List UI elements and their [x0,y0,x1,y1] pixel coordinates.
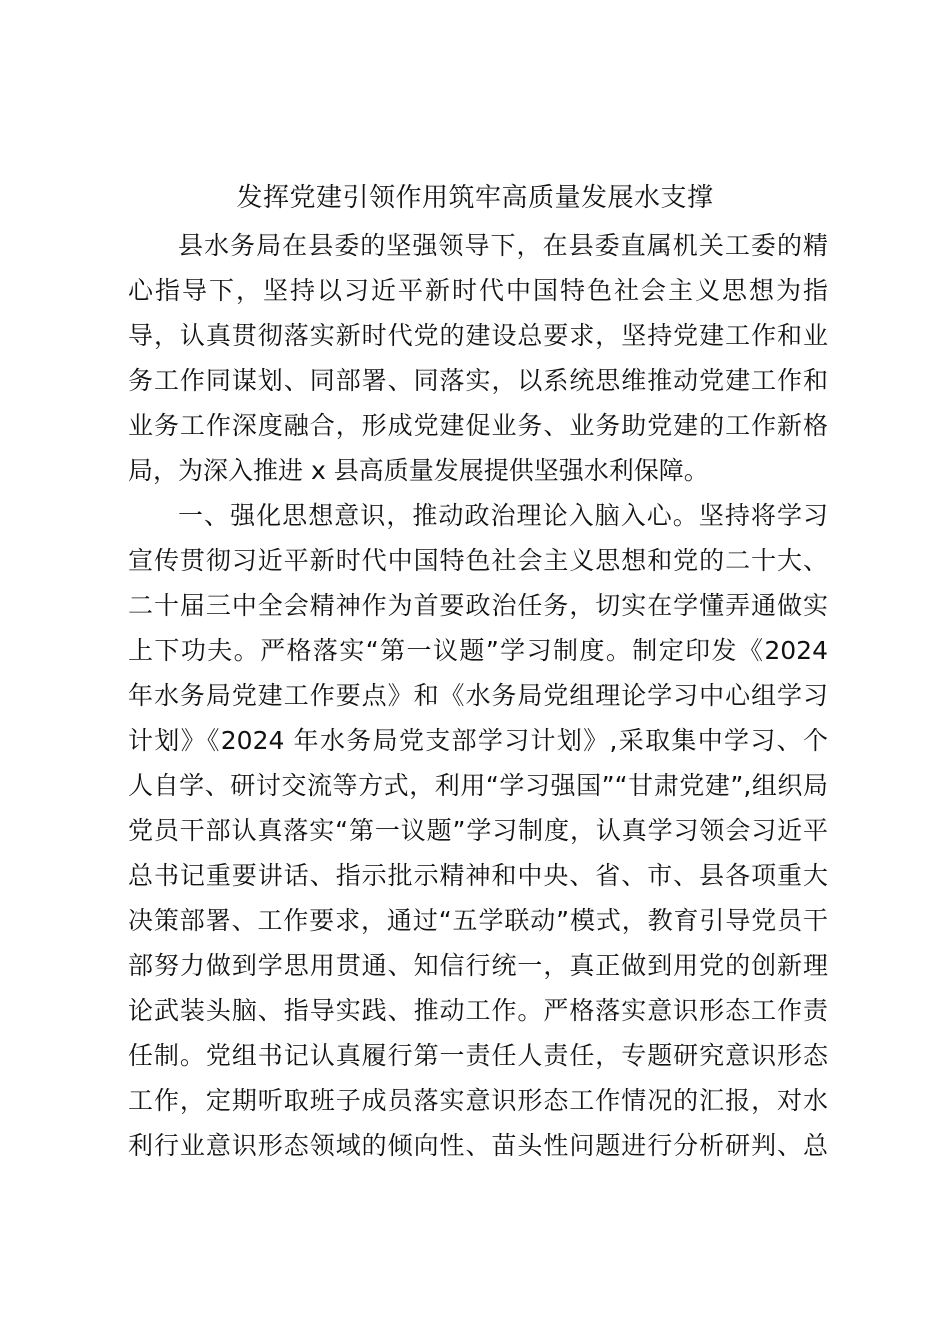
text-line: 局，为深入推进 x 县高质量发展提供坚强水利保障。 [128,456,709,485]
document-title: 发挥党建引领作用筑牢高质量发展水支撑 [236,183,714,213]
text-line: 二十届三中全会精神作为首要政治任务，切实在学懂弄通做实 [128,591,828,620]
text-line: 心指导下，坚持以习近平新时代中国特色社会主义思想为指 [128,276,828,305]
text-line: 导，认真贯彻落实新时代党的建设总要求，坚持党建工作和业 [128,321,828,350]
text-line: 人自学、研讨交流等方式，利用“学习强国”“甘肃党建”,组织局 [128,771,828,800]
text-line: 年水务局党建工作要点》和《水务局党组理论学习中心组学习 [128,681,828,710]
text-line: 业务工作深度融合，形成党建促业务、业务助党建的工作新格 [128,411,828,440]
text-line: 务工作同谋划、同部署、同落实，以系统思维推动党建工作和 [128,366,828,395]
text-line: 工作，定期听取班子成员落实意识形态工作情况的汇报，对水 [128,1086,828,1115]
text-line: 上下功夫。严格落实“第一议题”学习制度。制定印发《2024 [128,636,828,665]
text-line: 论武装头脑、指导实践、推动工作。严格落实意识形态工作责 [128,996,828,1025]
text-line: 党员干部认真落实“第一议题”学习制度，认真学习领会习近平 [128,816,828,845]
text-line: 部努力做到学思用贯通、知信行统一，真正做到用党的创新理 [128,951,828,980]
text-line: 宣传贯彻习近平新时代中国特色社会主义思想和党的二十大、 [128,546,828,575]
text-line: 计划》《2024 年水务局党支部学习计划》,采取集中学习、个 [128,726,828,755]
text-line: 总书记重要讲话、指示批示精神和中央、省、市、县各项重大 [128,861,828,890]
text-line: 利行业意识形态领域的倾向性、苗头性问题进行分析研判、总 [128,1131,828,1160]
text-line: 县水务局在县委的坚强领导下，在县委直属机关工委的精 [178,231,828,260]
text-line: 一、强化思想意识，推动政治理论入脑入心。坚持将学习 [178,501,828,530]
text-line: 决策部署、工作要求，通过“五学联动”模式，教育引导党员干 [128,906,828,935]
text-line: 任制。党组书记认真履行第一责任人责任，专题研究意识形态 [128,1041,828,1070]
document-body [128,226,828,1171]
